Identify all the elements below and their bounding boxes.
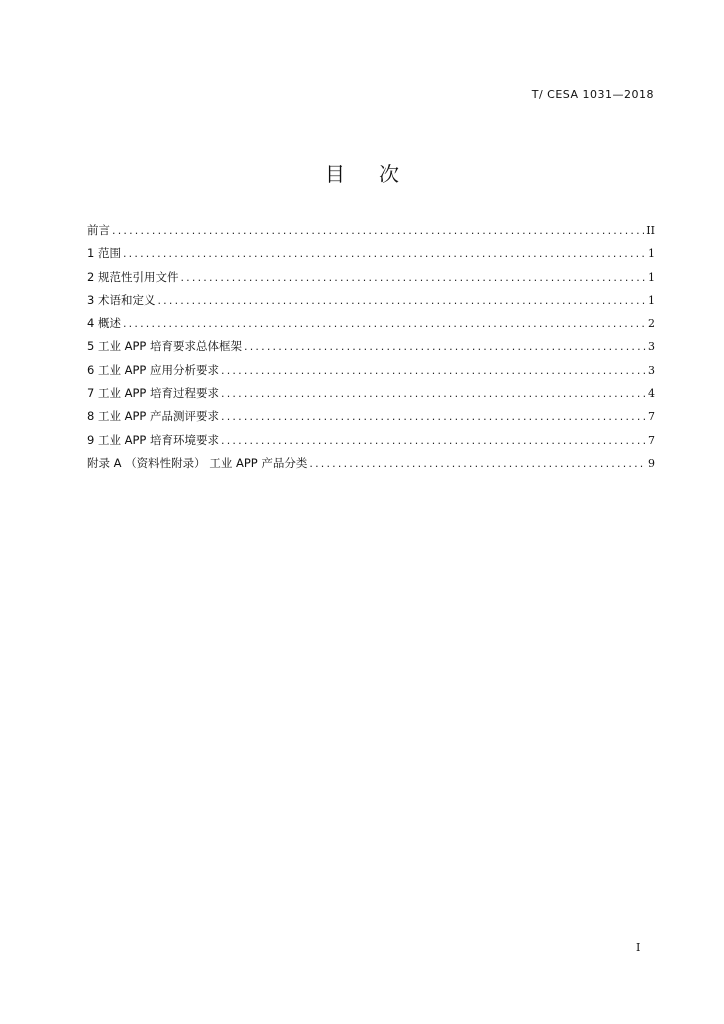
toc-entry-label: 前言: [87, 223, 110, 237]
toc-entry-scope[interactable]: [87, 242, 655, 265]
dot-leader: [221, 382, 646, 405]
toc-entry-label: 8 工业 APP 产品测评要求: [87, 409, 220, 424]
toc-entry-page: II: [646, 224, 655, 237]
toc-entry-appendix-a[interactable]: [87, 452, 655, 475]
page-number: I: [636, 941, 641, 954]
toc-entry-page: 4: [648, 387, 655, 401]
toc-entry-label: 1 范围: [87, 246, 121, 261]
toc-entry-overview[interactable]: [87, 312, 655, 335]
toc-entry-product-evaluation[interactable]: [87, 405, 655, 428]
document-code: T/ CESA 1031—2018: [531, 88, 654, 101]
dot-leader: [221, 359, 646, 382]
toc-entry-label: 6 工业 APP 应用分析要求: [87, 362, 220, 377]
dot-leader: [309, 452, 646, 475]
dot-leader: [244, 335, 646, 358]
dot-leader: [112, 219, 644, 242]
dot-leader: [123, 242, 646, 265]
toc-entry-framework[interactable]: [87, 335, 655, 358]
toc-entry-label: 3 术语和定义: [87, 292, 156, 307]
toc-entry-page: 1: [648, 270, 655, 284]
toc-entry-page: 3: [648, 363, 655, 377]
table-of-contents: [87, 219, 655, 475]
toc-entry-page: 1: [648, 293, 655, 307]
dot-leader: [123, 312, 646, 335]
toc-entry-cultivation-process[interactable]: [87, 382, 655, 405]
toc-entry-normative-references[interactable]: [87, 266, 655, 289]
toc-title: 目次: [325, 162, 433, 186]
dot-leader: [221, 405, 646, 428]
dot-leader: [157, 289, 646, 312]
toc-entry-label: 5 工业 APP 培育要求总体框架: [87, 339, 243, 354]
toc-entry-page: 7: [648, 410, 655, 424]
toc-entry-application-analysis[interactable]: [87, 359, 655, 382]
toc-entry-label: 7 工业 APP 培育过程要求: [87, 386, 220, 401]
dot-leader: [221, 429, 646, 452]
toc-entry-foreword[interactable]: [87, 219, 655, 242]
toc-entry-page: 3: [648, 340, 655, 354]
toc-entry-page: 9: [648, 456, 655, 470]
toc-entry-page: 1: [648, 247, 655, 261]
toc-entry-page: 7: [648, 433, 655, 447]
toc-entry-label: 4 概述: [87, 316, 121, 331]
toc-entry-cultivation-environment[interactable]: [87, 429, 655, 452]
toc-entry-label: 附录 A （资料性附录） 工业 APP 产品分类: [87, 455, 308, 470]
dot-leader: [180, 266, 646, 289]
toc-entry-label: 2 规范性引用文件: [87, 269, 179, 284]
toc-entry-label: 9 工业 APP 培育环境要求: [87, 432, 220, 447]
toc-entry-terms-definitions[interactable]: [87, 289, 655, 312]
toc-entry-page: 2: [648, 317, 655, 331]
